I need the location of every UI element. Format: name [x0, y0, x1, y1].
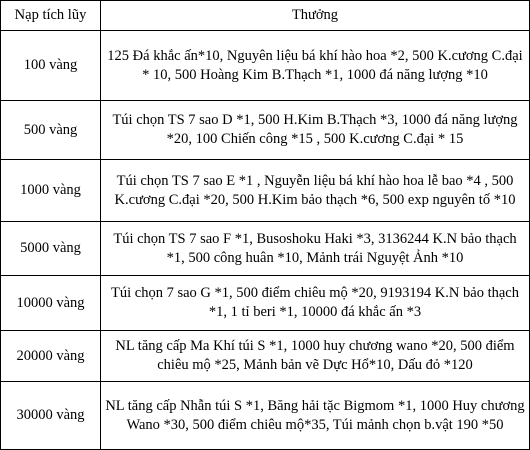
table-row [1, 222, 530, 276]
table-row [1, 331, 530, 382]
amount-cell: 5000 vàng [1, 222, 101, 276]
table-row [1, 160, 530, 222]
amount-cell: 500 vàng [1, 101, 101, 160]
reward-cell: NL tăng cấp Ma Khí túi S *1, 1000 huy chương wano *20, 500 điểm chiêu mộ *25, Mảnh bản vẽ Dực Hổ*10, Dấu đỏ *120 [101, 331, 530, 382]
amount-cell: 1000 vàng [1, 160, 101, 222]
table-header-row [1, 1, 530, 31]
amount-cell: 100 vàng [1, 31, 101, 101]
table-row [1, 276, 530, 331]
reward-cell: Túi chọn 7 sao G *1, 500 điểm chiêu mộ *20, 9193194 K.N bảo thạch *1, 1 tỉ beri *1, 10000 đá khắc ấn *3 [101, 276, 530, 331]
header-amount: Nạp tích lũy [1, 1, 101, 31]
reward-cell: NL tăng cấp Nhẫn túi S *1, Băng hải tặc Bigmom *1, 1000 Huy chương Wano *30, 500 điểm chiêu mộ*35, Túi mảnh chọn b.vật 190 *50 [101, 382, 530, 450]
table-row [1, 31, 530, 101]
reward-cell: Túi chọn TS 7 sao F *1, Busoshoku Haki *3, 3136244 K.N bảo thạch *1, 500 công huân *10, Mảnh trái Nguyệt Ảnh *10 [101, 222, 530, 276]
reward-cell: 125 Đá khắc ấn*10, Nguyên liệu bá khí hào hoa *2, 500 K.cương C.đại * 10, 500 Hoàng Kim B.Thạch *1, 1000 đá năng lượng *10 [101, 31, 530, 101]
header-reward: Thưởng [101, 1, 530, 31]
amount-cell: 20000 vàng [1, 331, 101, 382]
amount-cell: 30000 vàng [1, 382, 101, 450]
table-row [1, 101, 530, 160]
amount-cell: 10000 vàng [1, 276, 101, 331]
reward-cell: Túi chọn TS 7 sao D *1, 500 H.Kim B.Thạch *3, 1000 đá năng lượng *20, 100 Chiến công *15 , 500 K.cương C.đại * 15 [101, 101, 530, 160]
reward-cell: Túi chọn TS 7 sao E *1 , Nguyễn liệu bá khí hào hoa lễ bao *4 , 500 K.cương C.đại *20, 500 H.Kim bảo thạch *6, 500 exp nguyên tố *10 [101, 160, 530, 222]
table-row [1, 382, 530, 450]
